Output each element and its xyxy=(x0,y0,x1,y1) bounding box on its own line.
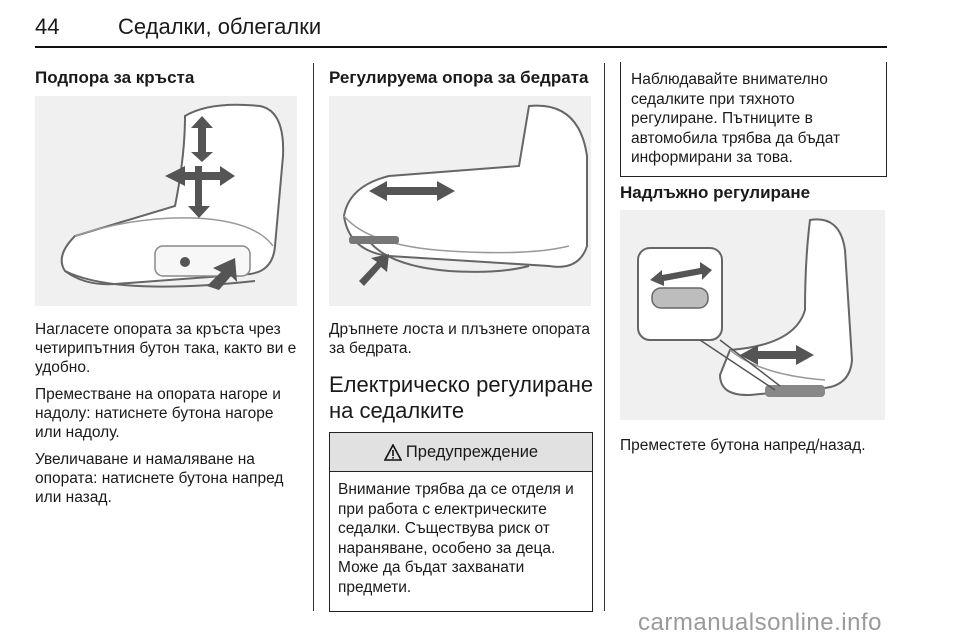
longitudinal-adjustment-text: Преместете бутона напред/назад. xyxy=(620,437,866,454)
warning-header xyxy=(330,433,592,472)
seat-lumbar-support-illustration xyxy=(35,96,297,306)
header-rule xyxy=(35,46,887,48)
column-divider-1 xyxy=(313,63,314,611)
seat-thigh-support-illustration xyxy=(329,96,591,306)
paragraph: Преместване на опората нагоре и надолу: натиснете бутона нагоре или надолу. xyxy=(35,386,281,441)
paragraph: Увеличаване и намаляване на опората: натиснете бутона напред или назад. xyxy=(35,451,284,506)
seat-longitudinal-adjustment-illustration xyxy=(620,210,885,420)
page-number: 44 xyxy=(35,14,60,39)
paragraph: Нагласете опората за кръста чрез четирипътния бутон така, както ви е удобно. xyxy=(35,321,297,376)
electric-adjustment-heading: Електрическо регулиране на седалките xyxy=(329,372,594,423)
note-box: Наблюдавайте внимателно седалките при тяхното регулиране. Пътниците в автомобила трябва да бъдат информирани за това. xyxy=(620,62,887,177)
thigh-support-text: Дръпнете лоста и плъзнете опората за бедрата. xyxy=(329,321,590,357)
longitudinal-adjustment-figure xyxy=(620,210,885,420)
warning-triangle-icon xyxy=(384,444,402,461)
watermark: carmanualsonline.info xyxy=(638,609,882,636)
thigh-support-figure xyxy=(329,96,591,306)
lumbar-support-text xyxy=(35,320,297,515)
column-divider-2 xyxy=(604,63,605,611)
page-title: Седалки, облегалки xyxy=(118,14,322,39)
warning-box xyxy=(329,432,593,612)
warning-title: Предупреждение xyxy=(405,442,539,461)
lumbar-support-figure xyxy=(35,96,297,306)
thigh-support-heading: Регулируема опора за бедрата xyxy=(329,68,589,87)
lumbar-support-heading: Подпора за кръста xyxy=(35,68,195,87)
longitudinal-adjustment-heading: Надлъжно регулиране xyxy=(620,183,811,202)
warning-text: Внимание трябва да се отделя и при работа с електрическите седалки. Съществува риск от нараняване, особено за деца. Може да бъдат захванати предмети. xyxy=(338,481,574,596)
